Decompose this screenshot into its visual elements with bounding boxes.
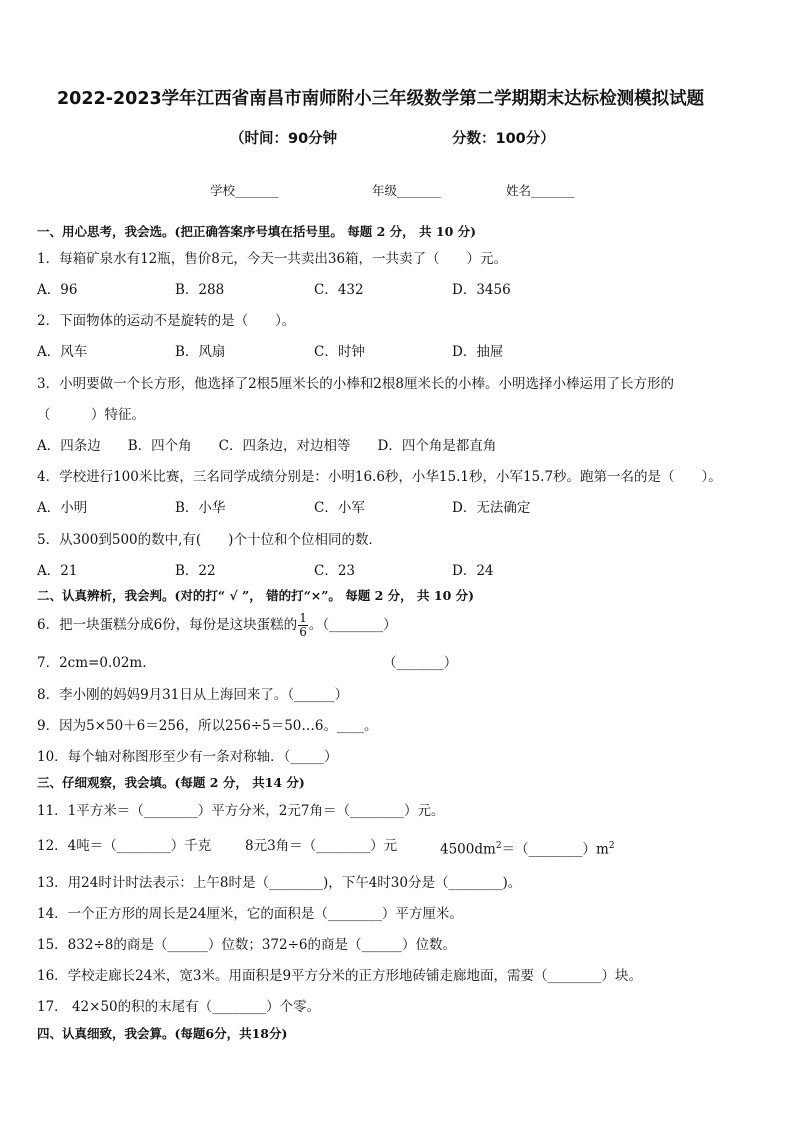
exam-score: 分数：100分） — [452, 131, 555, 147]
question-9: 9．因为5×50＋6＝256，所以256÷5＝50…6。____。 — [37, 718, 378, 734]
question-14: 14．一个正方形的周长是24厘米，它的面积是（________）平方厘米。 — [37, 906, 463, 922]
question-2: 2．下面物体的运动不是旋转的是（ ）。 — [37, 313, 296, 329]
fraction-one-sixth — [298, 612, 308, 639]
q5-option-b: B．22 — [175, 563, 216, 579]
q5-option-c: C．23 — [314, 563, 356, 579]
question-7: 7．2cm=0.02m. — [37, 655, 147, 671]
question-10: 10．每个轴对称图形至少有一条对称轴．（_____） — [37, 749, 338, 765]
exam-time: （时间：90分钟 — [230, 131, 338, 147]
question-3-line-2: （ ）特征。 — [37, 407, 145, 423]
q12c-unit-exponent: 2 — [608, 841, 615, 851]
q2-option-b: B．风扇 — [175, 344, 226, 360]
page-title: 2022-2023学年江西省南昌市南师附小三年级数学第二学期期末达标检测模拟试题 — [57, 89, 705, 109]
q2-option-a: A．风车 — [37, 344, 88, 360]
q12c-exponent: 2 — [495, 841, 502, 851]
fraction-numerator: 1 — [299, 611, 307, 625]
question-12-part-a: 12．4吨＝（________）千克 — [37, 838, 212, 854]
question-12-part-b: 8元3角＝（________）元 — [245, 838, 398, 854]
question-16: 16．学校走廊长24米，宽3米。用面积是9平方分米的正方形地砖铺走廊地面，需要（________）块。 — [37, 968, 643, 984]
fraction-denominator: 6 — [299, 625, 307, 639]
q4-option-a: A．小明 — [37, 500, 88, 516]
q1-option-b: B．288 — [175, 282, 225, 298]
grade-field: 年级_______ — [372, 183, 441, 198]
question-12-part-c — [440, 837, 615, 859]
question-5: 5．从300到500的数中,有( )个十位和个位相同的数． — [37, 532, 382, 548]
q1-option-d: D．3456 — [452, 282, 511, 298]
question-11: 11．1平方米＝（________）平方分米，2元7角＝（________）元。 — [37, 803, 445, 819]
name-field: 姓名_______ — [506, 183, 575, 198]
q12c-value: 4500dm — [440, 841, 496, 858]
q6-text: 6．把一块蛋糕分成6份，每份是这块蛋糕的 — [37, 617, 298, 633]
q4-option-d: D．无法确定 — [452, 500, 531, 516]
question-8: 8．李小刚的妈妈9月31日从上海回来了。（______） — [37, 687, 349, 703]
q5-option-d: D．24 — [452, 563, 494, 579]
q1-option-a: A．96 — [37, 282, 78, 298]
q2-option-c: C．时钟 — [314, 344, 365, 360]
school-field: 学校_______ — [210, 183, 279, 198]
q4-option-b: B．小华 — [175, 500, 226, 516]
section-2-heading: 二、认真辨析，我会判。(对的打“ √ ”， 错的打“×”。 每题 2 分， 共 10 分) — [37, 588, 475, 603]
question-1: 1．每箱矿泉水有12瓶，售价8元，今天一共卖出36箱，一共卖了（ ）元。 — [37, 251, 508, 267]
q6-blank: 。（________） — [308, 617, 397, 633]
q12c-blank: ＝（________）m — [501, 841, 609, 858]
q3-options: A．四条边 B．四个角 C．四条边，对边相等 D．四个角是都直角 — [37, 438, 497, 454]
section-1-heading: 一、用心思考，我会选。(把正确答案序号填在括号里。 每题 2 分， 共 10 分) — [37, 224, 477, 239]
q2-option-d: D．抽屉 — [452, 344, 504, 360]
q1-option-c: C．432 — [314, 282, 364, 298]
section-4-heading: 四、认真细致，我会算。(每题6分，共18分) — [37, 1026, 288, 1041]
question-15: 15．832÷8的商是（______）位数；372÷6的商是（______）位数。 — [37, 937, 457, 953]
q7-blank: （_______） — [383, 655, 458, 671]
section-3-heading: 三、仔细观察，我会填。(每题 2 分， 共14 分) — [37, 775, 305, 790]
question-4: 4．学校进行100米比赛，三名同学成绩分别是：小明16.6秒，小华15.1秒，小军15.7秒。跑第一名的是（ ）。 — [37, 469, 722, 485]
question-6 — [37, 610, 397, 640]
q5-option-a: A．21 — [37, 563, 78, 579]
question-3-line-1: 3．小明要做一个长方形，他选择了2根5厘米长的小棒和2根8厘米长的小棒。小明选择小棒运用了长方形的 — [37, 376, 674, 392]
q4-option-c: C．小军 — [314, 500, 365, 516]
question-17: 17． 42×50的积的末尾有（________）个零。 — [37, 999, 321, 1015]
question-13: 13．用24时计时法表示：上午8时是（________)，下午4时30分是（________)。 — [37, 875, 522, 891]
